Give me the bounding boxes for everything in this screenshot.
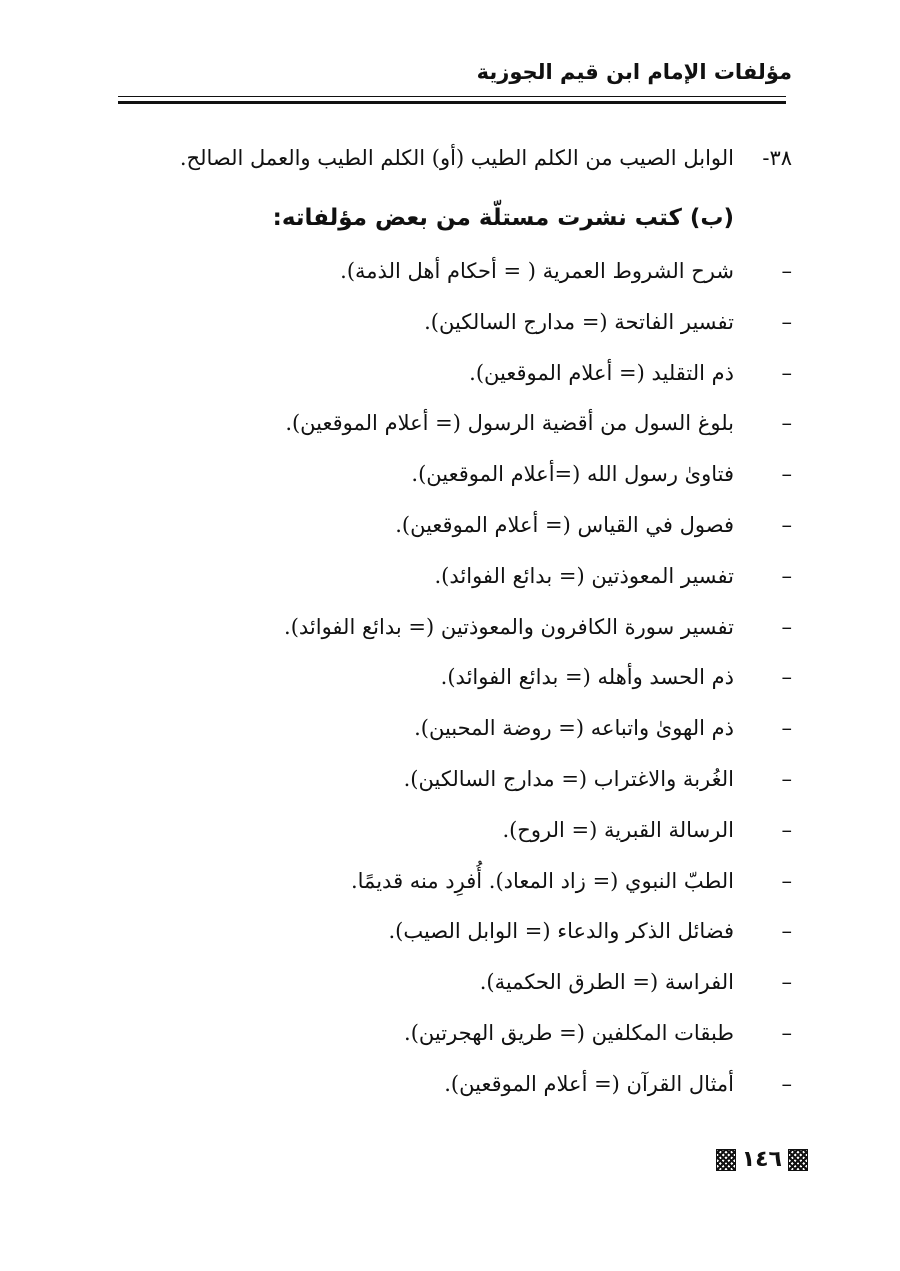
header-rule-thick	[118, 101, 786, 104]
running-header-title: مؤلفات الإمام ابن قيم الجوزية	[476, 60, 792, 84]
list-item-text: فتاوىٰ رسول الله (=أعلام الموقعين).	[411, 462, 734, 487]
list-item	[284, 297, 792, 348]
list-item	[284, 551, 792, 602]
list-dash: –	[781, 1071, 792, 1096]
header-rule-thin	[118, 96, 786, 97]
list-item-text: ذم الهوىٰ واتباعه (= روضة المحبين).	[414, 716, 734, 741]
list-item-text: تفسير سورة الكافرون والمعوذتين (= بدائع الفوائد).	[284, 614, 734, 639]
list-item	[284, 703, 792, 754]
list-item	[284, 398, 792, 449]
list-item	[284, 602, 792, 653]
list-item-text: ذم التقليد (= أعلام الموقعين).	[469, 360, 734, 385]
list-dash: –	[781, 665, 792, 690]
list-dash: –	[781, 411, 792, 436]
list-item	[284, 856, 792, 907]
list-item	[284, 246, 792, 297]
list-item	[284, 1008, 792, 1059]
list-dash: –	[781, 1020, 792, 1045]
page-number-footer	[716, 1142, 808, 1178]
list-item	[284, 906, 792, 957]
list-item-text: طبقات المكلفين (= طريق الهجرتين).	[404, 1020, 734, 1045]
list-dash: –	[781, 868, 792, 893]
list-dash: –	[781, 716, 792, 741]
list-item-text: تفسير المعوذتين (= بدائع الفوائد).	[434, 563, 734, 588]
extracted-works-list	[284, 246, 792, 1110]
entry-text: الوابل الصيب من الكلم الطيب (أو) الكلم الطيب والعمل الصالح.	[179, 146, 734, 170]
list-dash: –	[781, 563, 792, 588]
page-number: ١٤٦	[741, 1147, 782, 1172]
list-item	[284, 957, 792, 1008]
list-item-text: شرح الشروط العمرية ( = أحكام أهل الذمة).	[340, 259, 734, 283]
list-dash: –	[781, 766, 792, 791]
list-item-text: بلوغ السول من أقضية الرسول (= أعلام الموقعين).	[285, 411, 734, 436]
list-item-text: تفسير الفاتحة (= مدارج السالكين).	[424, 309, 734, 334]
entry-number: ٣٨-	[762, 146, 792, 170]
list-dash: –	[781, 970, 792, 995]
list-item	[284, 348, 792, 399]
list-item-text: الغُربة والاغتراب (= مدارج السالكين).	[403, 766, 734, 791]
list-dash: –	[781, 919, 792, 944]
list-item-text: الرسالة القبرية (= الروح).	[502, 817, 734, 842]
list-item	[284, 754, 792, 805]
checkered-ornament-icon	[788, 1149, 808, 1171]
list-dash: –	[781, 309, 792, 334]
list-item	[284, 449, 792, 500]
list-item-text: الفراسة (= الطرق الحكمية).	[479, 970, 734, 995]
list-item-text: فصول في القياس (= أعلام الموقعين).	[395, 512, 734, 537]
list-dash: –	[781, 462, 792, 487]
list-item-text: الطبّ النبوي (= زاد المعاد). أُفرِد منه قديمًا.	[350, 868, 734, 893]
list-dash: –	[781, 360, 792, 385]
list-dash: –	[781, 259, 792, 283]
list-item	[284, 805, 792, 856]
list-dash: –	[781, 614, 792, 639]
list-item-text: أمثال القرآن (= أعلام الموقعين).	[444, 1071, 734, 1096]
list-dash: –	[781, 512, 792, 537]
list-item	[284, 500, 792, 551]
checkered-ornament-icon	[716, 1149, 736, 1171]
section-heading: (ب) كتب نشرت مستلّة من بعض مؤلفاته:	[272, 205, 734, 231]
list-item	[284, 652, 792, 703]
entry-38	[180, 138, 792, 178]
list-item-text: ذم الحسد وأهله (= بدائع الفوائد).	[440, 665, 734, 690]
list-item	[284, 1059, 792, 1110]
list-dash: –	[781, 817, 792, 842]
list-item-text: فضائل الذكر والدعاء (= الوابل الصيب).	[388, 919, 734, 944]
